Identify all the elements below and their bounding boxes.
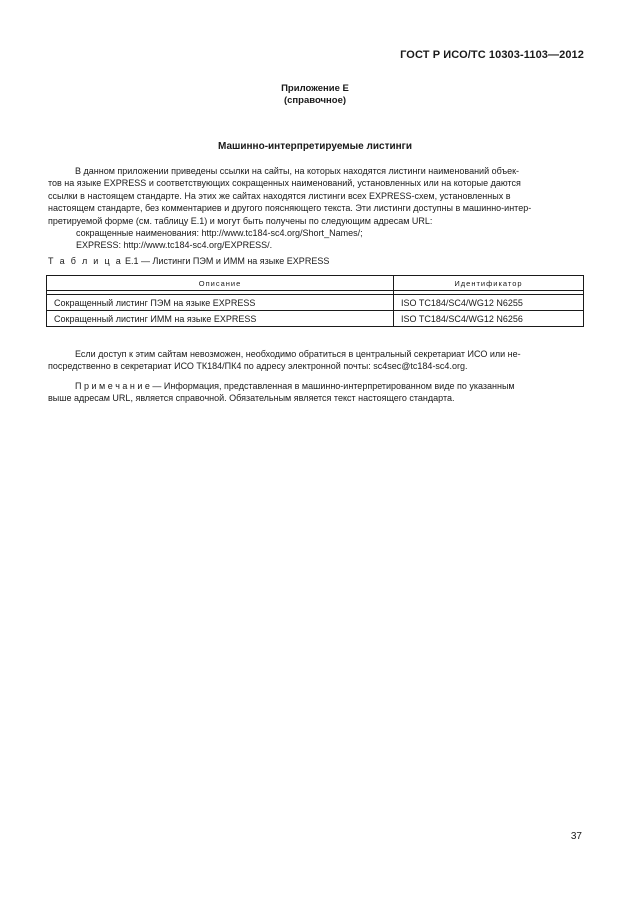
table-cell-description: Сокращенный листинг ИММ на языке EXPRESS (47, 311, 394, 327)
page-number: 37 (570, 831, 582, 842)
note-line: выше адресам URL, является справочной. Обязательным является текст настоящего стандарта. (48, 393, 455, 404)
intro-line: В данном приложении приведены ссылки на сайты, на которых находятся листинги наименований объек- (75, 166, 520, 176)
listings-table (46, 275, 584, 327)
note-label: П р и м е ч а н и е — (75, 381, 162, 391)
table-row (47, 295, 584, 311)
table-cell-identifier: ISO TC184/SC4/WG12 N6256 (394, 311, 584, 327)
access-line: посредственно в секретариат ИСО ТК184/ПК4 по адресу электронной почты: sc4sec@tc184-sc4.org. (48, 361, 468, 372)
document-standard-header: ГОСТ Р ИСО/ТС 10303-1103—2012 (400, 49, 584, 61)
short-names-url: сокращенные наименования: http://www.tc184-sc4.org/Short_Names/; (76, 228, 363, 239)
table-cell-identifier: ISO TC184/SC4/WG12 N6255 (394, 295, 584, 311)
intro-line: тов на языке EXPRESS и соответствующих сокращенных наименований, установленных или на которые даются (48, 178, 521, 189)
note-text: Информация, представленная в машинно-интерпретированном виде по указанным (161, 381, 515, 391)
access-line: Если доступ к этим сайтам невозможен, необходимо обратиться в центральный секретариат ИСО или не- (75, 349, 521, 359)
table-caption-text: Е.1 — Листинги ПЭМ и ИММ на языке EXPRESS (125, 256, 330, 266)
intro-line: настоящем стандарте, без комментариев и другого поясняющего текста. Эти листинги доступны в машинно-интер- (48, 203, 532, 214)
access-paragraph (48, 348, 582, 373)
appendix-title: Приложение Е (281, 83, 349, 94)
intro-paragraph (48, 165, 582, 252)
section-title: Машинно-интерпретируемые листинги (218, 141, 412, 152)
table-row (47, 311, 584, 327)
table-caption (48, 256, 329, 266)
table-caption-prefix: Т а б л и ц а (48, 256, 123, 266)
appendix-subtitle: (справочное) (283, 95, 347, 106)
intro-line: претируемой форме (см. таблицу Е.1) и могут быть получены по следующим адресам URL: (48, 215, 433, 226)
note-first-line (48, 380, 582, 392)
column-header-identifier: Идентификатор (394, 276, 584, 291)
table-cell-description: Сокращенный листинг ПЭМ на языке EXPRESS (47, 295, 394, 311)
intro-line: ссылки в настоящем стандарте. На этих же сайтах находятся листинги всех EXPRESS-схем, установленных в (48, 190, 511, 201)
express-url: EXPRESS: http://www.tc184-sc4.org/EXPRESS/. (76, 240, 273, 251)
appendix-heading (0, 83, 630, 107)
column-header-description: Описание (47, 276, 394, 291)
note-paragraph (48, 380, 582, 405)
table-header-row (47, 276, 584, 291)
